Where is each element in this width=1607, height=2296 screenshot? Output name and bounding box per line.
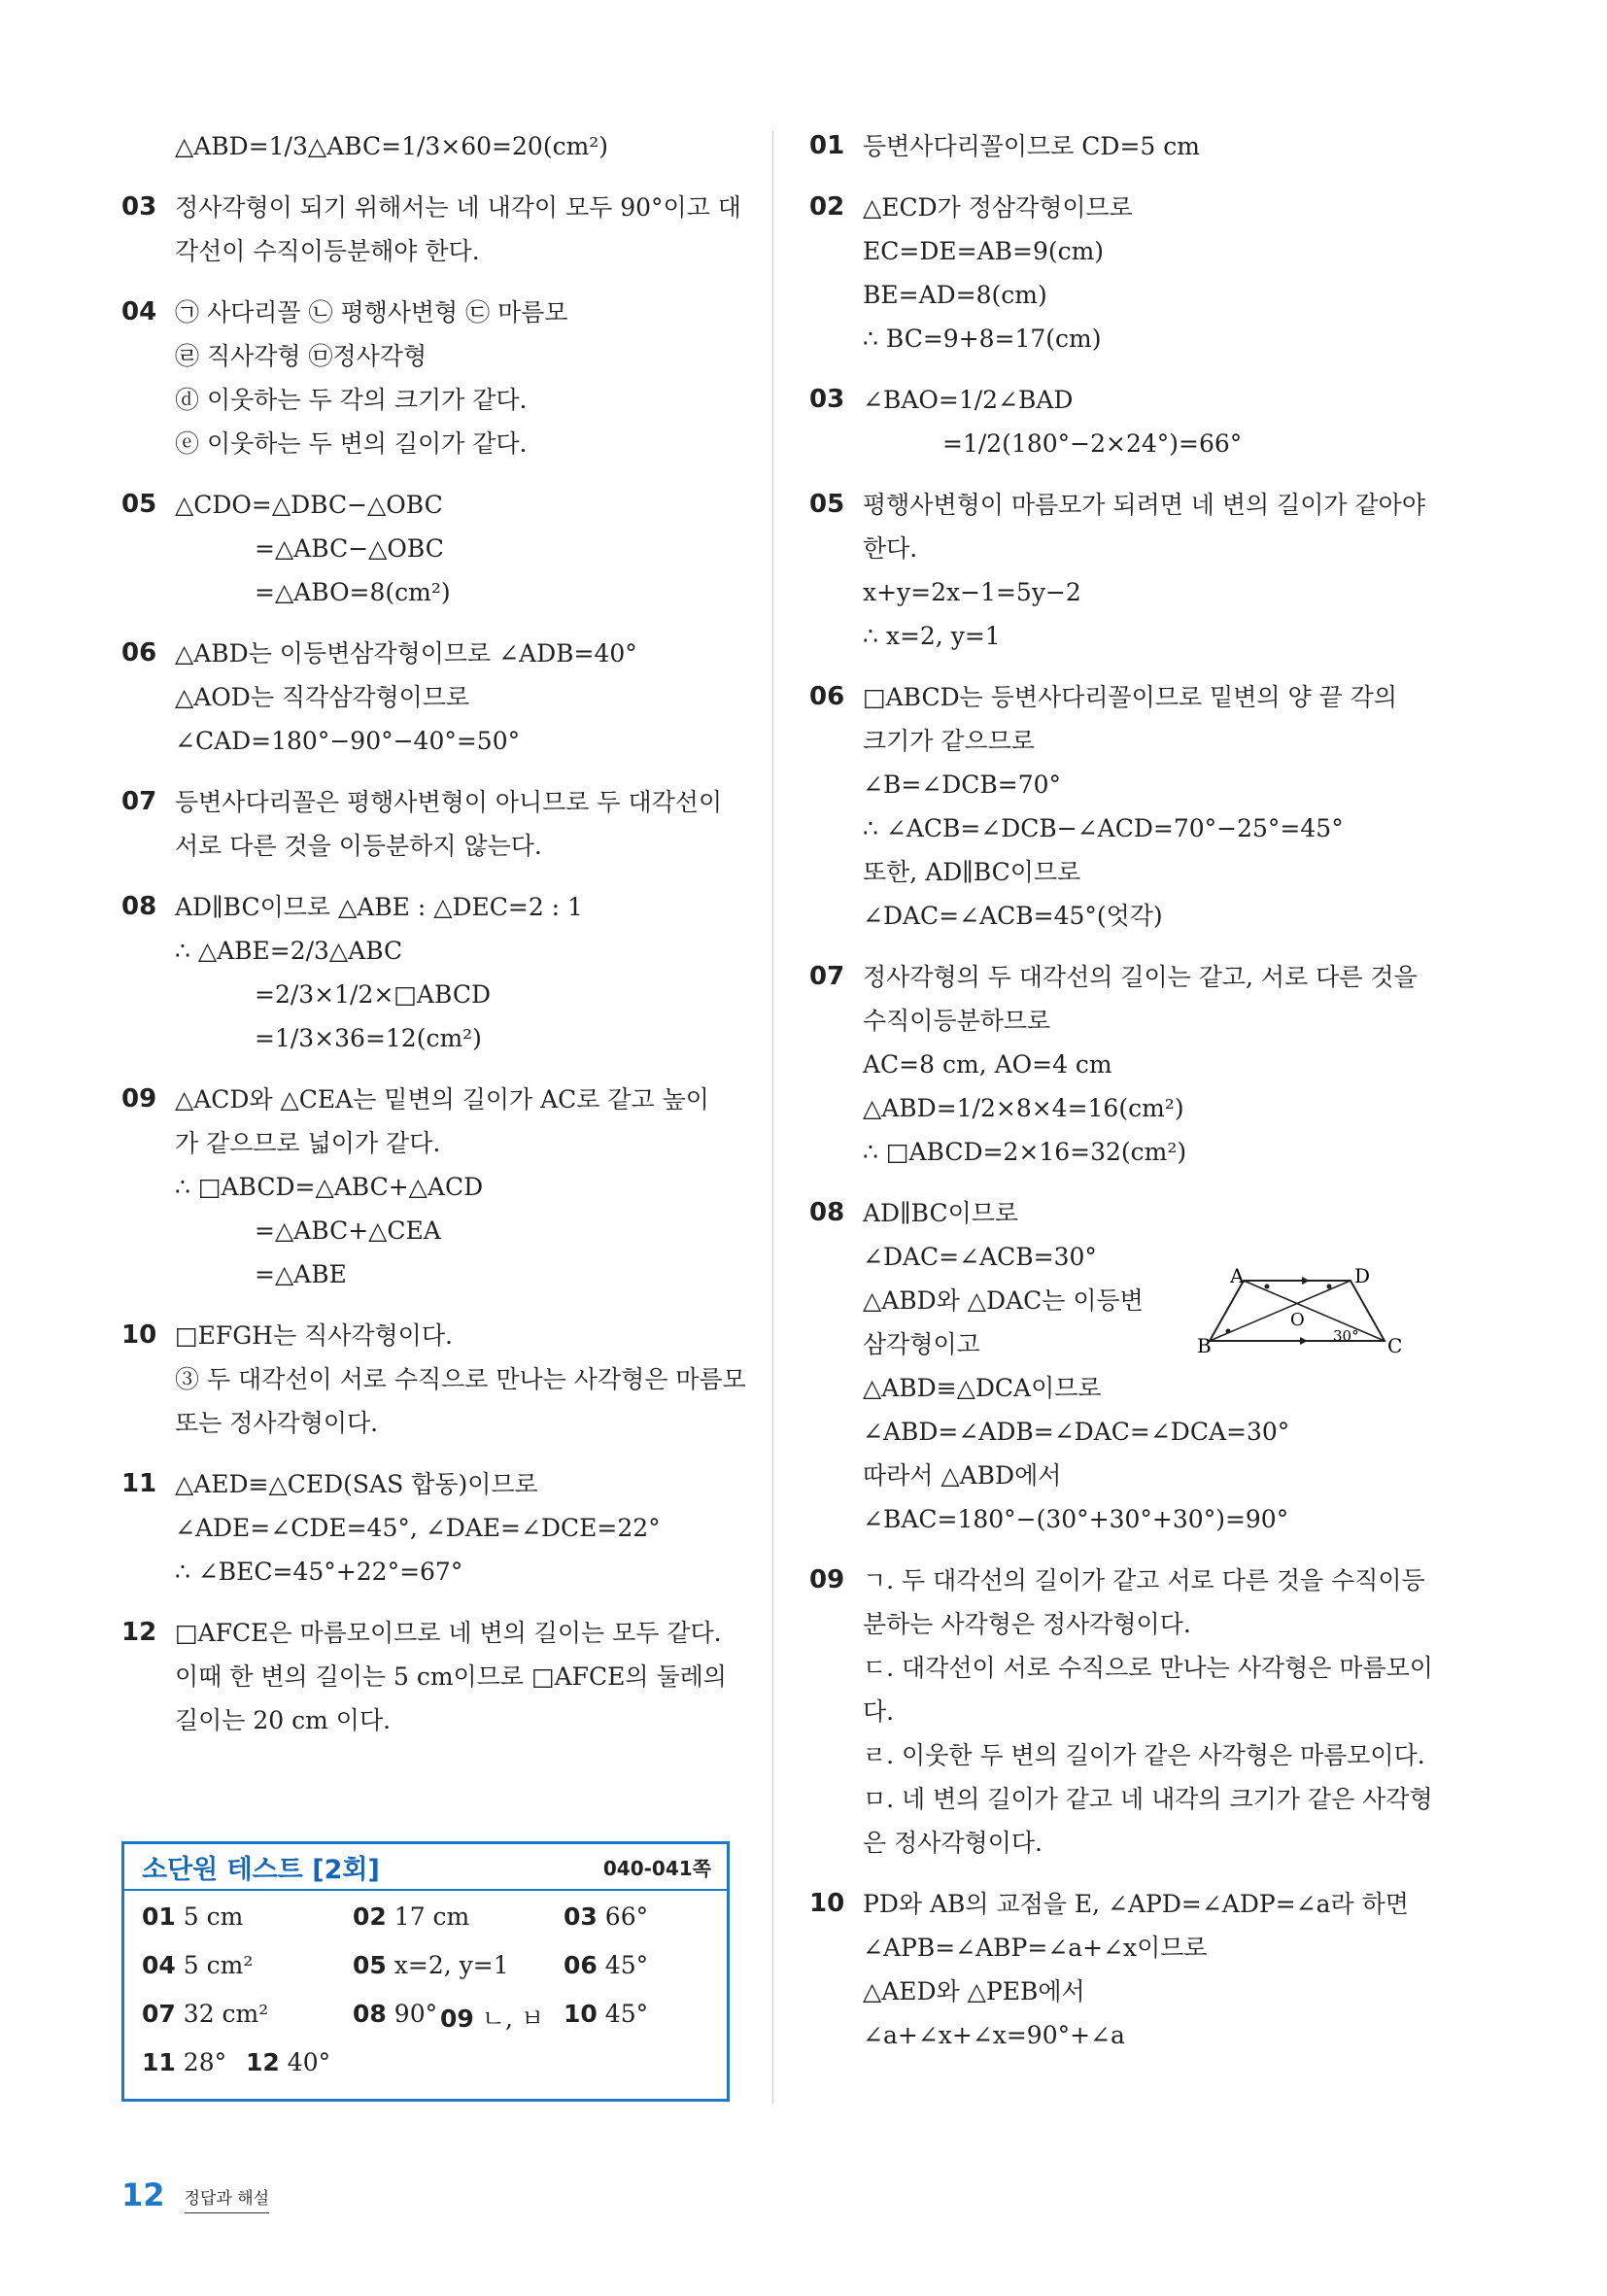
parallel-arrow-top xyxy=(1302,1277,1310,1285)
problem-solution xyxy=(809,186,1431,360)
problem-solution xyxy=(121,885,734,1060)
problem-solution xyxy=(809,378,1431,465)
solution-line: □AFCE은 마름모이므로 네 변의 길이는 모두 같다. xyxy=(175,1619,722,1647)
solution-line: ∠BAC=180°−(30°+30°+30°)=90° xyxy=(863,1505,1289,1533)
left-column xyxy=(121,124,746,1760)
test-answer xyxy=(440,2000,544,2035)
column-divider xyxy=(772,131,773,2104)
problem-number: 09 xyxy=(121,1084,157,1114)
solution-line: 따라서 △ABD에서 xyxy=(863,1461,1062,1490)
solution-line: △ABD=1/3△ABC=1/3×60=20(cm²) xyxy=(175,132,609,160)
problem-solution xyxy=(121,1462,734,1593)
page-number: 12 xyxy=(121,2176,165,2213)
page-footer xyxy=(121,2176,269,2213)
solution-line: 크기가 같으므로 xyxy=(863,727,1035,755)
solution-line: ∠B=∠DCB=70° xyxy=(863,771,1062,799)
solution-line: ∴ ∠BEC=45°+22°=67° xyxy=(175,1558,463,1586)
solution-line: □EFGH는 직사각형이다. xyxy=(175,1321,453,1350)
solution-line: ∴ x=2, y=1 xyxy=(863,622,1001,650)
label-a: A xyxy=(1230,1264,1245,1287)
problem-number: 07 xyxy=(121,787,157,816)
label-o: O xyxy=(1290,1310,1305,1330)
problem-solution xyxy=(809,675,1431,938)
solution-line: 한다. xyxy=(863,534,918,563)
solution-line: △ABD=1/2×8×4=16(cm²) xyxy=(863,1094,1184,1122)
test-answer-value: 28° xyxy=(183,2048,227,2076)
test-answer-value: ㄴ, ㅂ xyxy=(481,2005,544,2033)
problem-number: 02 xyxy=(809,192,845,222)
problem-number: 12 xyxy=(121,1618,157,1647)
test-answer-number: 05 xyxy=(353,1951,387,1979)
problem-solution xyxy=(809,1882,1431,2057)
label-d: D xyxy=(1354,1264,1371,1287)
solution-line: =△ABE xyxy=(255,1260,347,1288)
solution-line: ⓔ 이웃하는 두 변의 길이가 같다. xyxy=(175,429,528,458)
solution-line: ⓓ 이웃하는 두 각의 크기가 같다. xyxy=(175,386,528,414)
problem-number: 09 xyxy=(809,1565,845,1594)
solution-line: ∴ ∠ACB=∠DCB−∠ACD=70°−25°=45° xyxy=(863,814,1344,842)
solution-line: 등변사다리꼴이므로 CD=5 cm xyxy=(863,132,1200,160)
problem-number: 05 xyxy=(121,490,157,519)
solution-line: ㉠ 사다리꼴 ㉡ 평행사변형 ㉢ 마름모 xyxy=(175,298,568,326)
problem-solution xyxy=(121,483,734,614)
solution-line: △AED≡△CED(SAS 합동)이므로 xyxy=(175,1470,538,1498)
test-answer-grid xyxy=(124,1891,727,2095)
solution-line: 서로 다른 것을 이등분하지 않는다. xyxy=(175,832,542,860)
solution-line: 평행사변형이 마름모가 되려면 네 변의 길이가 같아야 xyxy=(863,491,1425,519)
test-answer-value: 90° xyxy=(393,2000,438,2028)
solution-line: ∠DAC=∠ACB=45°(엇각) xyxy=(863,902,1163,930)
solution-line: △ACD와 △CEA는 밑변의 길이가 AC로 같고 높이 xyxy=(175,1085,709,1114)
label-c: C xyxy=(1387,1334,1403,1357)
problem-solution xyxy=(121,1611,734,1742)
solution-line: 분하는 사각형은 정사각형이다. xyxy=(863,1610,1191,1638)
test-answer xyxy=(564,1951,648,1979)
angle-mark xyxy=(1265,1285,1270,1289)
problem-number: 11 xyxy=(121,1469,157,1498)
test-box-title: 소단원 테스트 [2회] xyxy=(142,1854,380,1885)
solution-line: ∠a+∠x+∠x=90°+∠a xyxy=(863,2021,1125,2049)
test-answer xyxy=(353,2000,437,2028)
problem-solution xyxy=(121,186,741,273)
test-answer xyxy=(142,2000,268,2028)
test-answer-number: 07 xyxy=(142,2000,176,2028)
solution-line: 정사각형이 되기 위해서는 네 내각이 모두 90°이고 대 xyxy=(175,193,741,222)
solution-line: ㄹ. 이웃한 두 변의 길이가 같은 사각형은 마름모이다. xyxy=(863,1741,1425,1769)
problem-number: 06 xyxy=(809,682,845,711)
test-answer xyxy=(246,2048,330,2076)
unit-test-answer-box xyxy=(121,1841,730,2102)
test-answer-value: 45° xyxy=(604,2000,649,2028)
problem-number: 07 xyxy=(809,962,845,991)
problem-solution xyxy=(121,632,734,763)
solution-line: =△ABC+△CEA xyxy=(255,1217,441,1245)
solution-line: △ABD≡△DCA이므로 xyxy=(863,1374,1102,1402)
solution-line: ③ 두 대각선이 서로 수직으로 만나는 사각형은 마름모 xyxy=(175,1365,746,1393)
solution-line: ∠CAD=180°−90°−40°=50° xyxy=(175,727,521,755)
test-answer-value: 5 cm² xyxy=(183,1951,254,1979)
solution-line: ∴ □ABCD=△ABC+△ACD xyxy=(175,1173,484,1201)
solution-line: 각선이 수직이등분해야 한다. xyxy=(175,237,480,265)
solution-line: 또는 정사각형이다. xyxy=(175,1409,379,1437)
solution-line: 등변사다리꼴은 평행사변형이 아니므로 두 대각선이 xyxy=(175,788,723,816)
solution-line: △AED와 △PEB에서 xyxy=(863,1977,1085,2005)
problem-number: 10 xyxy=(809,1889,845,1918)
test-answer xyxy=(142,1902,243,1931)
problem-number: 01 xyxy=(809,131,845,160)
problem-solution xyxy=(121,291,734,465)
test-answer-number: 04 xyxy=(142,1951,176,1979)
solution-line: 이때 한 변의 길이는 5 cm이므로 □AFCE의 둘레의 xyxy=(175,1662,727,1691)
solution-line: 수직이등분하므로 xyxy=(863,1007,1051,1035)
parallel-arrow-bottom xyxy=(1300,1337,1308,1345)
problem-number: 04 xyxy=(121,297,157,326)
test-answer-number: 01 xyxy=(142,1902,176,1931)
problem-solution xyxy=(121,1314,746,1445)
solution-line: ∠BAO=1/2∠BAD xyxy=(863,386,1074,414)
solution-line: ㅁ. 네 변의 길이가 같고 네 내각의 크기가 같은 사각형 xyxy=(863,1785,1433,1813)
diagonal-ac xyxy=(1244,1281,1385,1341)
test-answer-value: 40° xyxy=(287,2048,331,2076)
solution-line: =1/2(180°−2×24°)=66° xyxy=(942,429,1243,458)
solution-line: ㄷ. 대각선이 서로 수직으로 만나는 사각형은 마름모이 xyxy=(863,1654,1433,1682)
solution-line: 삼각형이고 xyxy=(863,1330,980,1358)
test-answer xyxy=(353,1902,469,1931)
solution-line: 다. xyxy=(863,1697,895,1726)
angle-mark xyxy=(1327,1285,1332,1289)
test-answer-value: x=2, y=1 xyxy=(393,1951,509,1979)
solution-line: ㉣ 직사각형 ㉤정사각형 xyxy=(175,342,427,370)
test-answer-number: 11 xyxy=(142,2048,176,2076)
solution-line: AD∥BC이므로 △ABE : △DEC=2 : 1 xyxy=(175,893,583,921)
diagonal-bd xyxy=(1210,1281,1351,1341)
solution-line: □ABCD는 등변사다리꼴이므로 밑변의 양 끝 각의 xyxy=(863,683,1397,711)
solution-line: AC=8 cm, AO=4 cm xyxy=(863,1050,1112,1079)
problem-number: 10 xyxy=(121,1320,157,1350)
trapezoid-diagram xyxy=(1197,1263,1409,1360)
problem-solution xyxy=(809,1559,1431,1865)
solution-line: ∠ABD=∠ADB=∠DAC=∠DCA=30° xyxy=(863,1418,1290,1446)
solution-line: ∴ □ABCD=2×16=32(cm²) xyxy=(863,1138,1187,1166)
test-answer-number: 10 xyxy=(564,2000,598,2028)
solution-line: PD와 AB의 교점을 E, ∠APD=∠ADP=∠a라 하면 xyxy=(863,1890,1409,1918)
solution-line: AD∥BC이므로 xyxy=(863,1199,1019,1227)
right-column xyxy=(809,124,1431,2074)
solution-line: ∠ADE=∠CDE=45°, ∠DAE=∠DCE=22° xyxy=(175,1514,661,1542)
solution-line: △ECD가 정삼각형이므로 xyxy=(863,193,1133,222)
solution-line: △ABD는 이등변삼각형이므로 ∠ADB=40° xyxy=(175,639,637,668)
problem-number: 08 xyxy=(121,892,157,921)
problem-number: 06 xyxy=(121,638,157,668)
test-answer-number: 06 xyxy=(564,1951,598,1979)
solution-line: =2/3×1/2×□ABCD xyxy=(255,980,491,1009)
solution-line: 정사각형의 두 대각선의 길이는 같고, 서로 다른 것을 xyxy=(863,963,1418,991)
test-answer-value: 66° xyxy=(604,1902,649,1931)
solution-line: BE=AD=8(cm) xyxy=(863,281,1047,309)
test-answer-value: 45° xyxy=(604,1951,649,1979)
test-answer-number: 02 xyxy=(353,1902,387,1931)
test-answer-value: 17 cm xyxy=(393,1902,470,1931)
problem-solution xyxy=(121,780,734,868)
solution-line: 가 같으므로 넓이가 같다. xyxy=(175,1129,441,1157)
problem-solution xyxy=(809,483,1431,658)
solution-line: △CDO=△DBC−△OBC xyxy=(175,491,443,519)
solution-line: ∠APB=∠ABP=∠a+∠x이므로 xyxy=(863,1934,1208,1962)
solution-line: △AOD는 직각삼각형이므로 xyxy=(175,683,470,711)
test-answer xyxy=(353,1951,509,1979)
problem-number: 03 xyxy=(809,385,845,414)
test-box-pages: 040-041쪽 xyxy=(602,1856,711,1880)
test-answer xyxy=(564,2000,648,2028)
label-b: B xyxy=(1197,1334,1212,1357)
problem-solution xyxy=(809,955,1431,1174)
angle-mark xyxy=(1226,1329,1231,1334)
solution-line: 또한, AD∥BC이므로 xyxy=(863,858,1081,886)
test-answer-number: 08 xyxy=(353,2000,387,2028)
test-answer xyxy=(564,1902,648,1931)
problem-solution xyxy=(121,1078,734,1296)
solution-line: =1/3×36=12(cm²) xyxy=(255,1024,482,1052)
problem-solution xyxy=(809,1191,1431,1541)
solution-line: ∴ △ABE=2/3△ABC xyxy=(175,937,403,965)
solution-line: ㄱ. 두 대각선의 길이가 같고 서로 다른 것을 수직이등 xyxy=(863,1566,1425,1594)
solution-line: EC=DE=AB=9(cm) xyxy=(863,237,1105,265)
problem-solution xyxy=(809,124,1431,168)
test-answer-number: 03 xyxy=(564,1902,598,1931)
solution-line: x+y=2x−1=5y−2 xyxy=(863,578,1081,606)
problem-number: 08 xyxy=(809,1198,845,1227)
problem-solution xyxy=(121,124,734,168)
solution-line: =△ABO=8(cm²) xyxy=(255,578,451,606)
problem-number: 03 xyxy=(121,192,157,222)
solution-line: 은 정사각형이다. xyxy=(863,1829,1043,1857)
test-answer-number: 09 xyxy=(440,2005,474,2033)
footer-label: 정답과 해설 xyxy=(185,2184,270,2213)
test-answer-value: 32 cm² xyxy=(183,2000,269,2028)
solution-line: ∠DAC=∠ACB=30° xyxy=(863,1243,1097,1271)
problem-number: 05 xyxy=(809,490,845,519)
test-answer-number: 12 xyxy=(246,2048,280,2076)
solution-line: =△ABC−△OBC xyxy=(255,534,444,563)
test-answer-value: 5 cm xyxy=(183,1902,244,1931)
test-box-header xyxy=(124,1844,727,1891)
test-answer xyxy=(142,1951,253,1979)
solution-line: ∴ BC=9+8=17(cm) xyxy=(863,325,1102,353)
test-answer xyxy=(142,2048,226,2076)
solution-line: △ABD와 △DAC는 이등변 xyxy=(863,1286,1144,1315)
angle-label-30: 30° xyxy=(1333,1327,1359,1345)
solution-line: 길이는 20 cm 이다. xyxy=(175,1706,392,1734)
